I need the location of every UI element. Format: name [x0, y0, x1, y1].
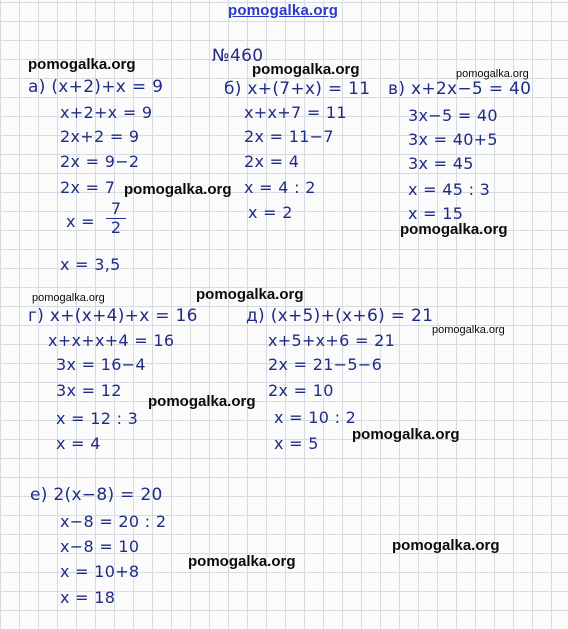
section-a-line-7: x = 3,5	[60, 255, 121, 274]
watermark: pomogalka.org	[196, 286, 304, 303]
top-watermark-link[interactable]: pomogalka.org	[228, 2, 339, 19]
section-d-line-3: 2x = 21−5−6	[268, 355, 383, 374]
section-e-line-1: е) 2(x−8) = 20	[30, 485, 163, 505]
watermark: pomogalka.org	[28, 56, 136, 73]
watermark: pomogalka.org	[400, 221, 508, 238]
section-e-line-4: x = 10+8	[60, 562, 140, 581]
section-d-line-1: д) (x+5)+(x+6) = 21	[246, 306, 434, 326]
section-g-line-4: 3x = 12	[56, 381, 122, 400]
section-v-line-3: 3x = 40+5	[408, 130, 498, 149]
section-e-line-2: x−8 = 20 : 2	[60, 512, 167, 531]
section-b-line-4: 2x = 4	[244, 152, 300, 171]
section-g-line-5: x = 12 : 3	[56, 409, 139, 428]
section-d-line-5: x = 10 : 2	[274, 408, 357, 427]
watermark: pomogalka.org	[124, 181, 232, 198]
problem-number: №460	[212, 46, 264, 66]
section-a-line-3: 2x+2 = 9	[60, 127, 140, 146]
watermark: pomogalka.org	[392, 537, 500, 554]
section-g-line-2: x+x+x+4 = 16	[48, 331, 175, 350]
watermark: pomogalka.org	[432, 324, 505, 336]
watermark: pomogalka.org	[148, 393, 256, 410]
section-b-line-3: 2x = 11−7	[244, 127, 334, 146]
fraction-denominator: 2	[110, 218, 122, 237]
watermark: pomogalka.org	[252, 61, 360, 78]
watermark: pomogalka.org	[352, 426, 460, 443]
section-g-line-1: г) x+(x+4)+x = 16	[28, 306, 198, 326]
section-v-line-4: 3x = 45	[408, 154, 474, 173]
watermark: pomogalka.org	[32, 292, 105, 304]
section-a-line-4: 2x = 9−2	[60, 152, 140, 171]
section-b-line-1: б) x+(7+x) = 11	[224, 79, 371, 99]
section-b-line-6: x = 2	[248, 203, 293, 222]
section-e-line-5: x = 18	[60, 588, 116, 607]
section-d-line-6: x = 5	[274, 434, 319, 453]
section-g-line-3: 3x = 16−4	[56, 355, 146, 374]
section-e-line-3: x−8 = 10	[60, 537, 140, 556]
section-v-line-5: x = 45 : 3	[408, 180, 491, 199]
section-a-line-5: 2x = 7	[60, 178, 116, 197]
section-a-line-2: x+2+x = 9	[60, 103, 153, 122]
section-d-line-2: x+5+x+6 = 21	[268, 331, 396, 350]
watermark: pomogalka.org	[188, 553, 296, 570]
section-v-line-2: 3x−5 = 40	[408, 106, 498, 125]
section-a-line-6-prefix: x =	[66, 212, 95, 231]
section-b-line-2: x+x+7 = 11	[244, 103, 347, 122]
section-b-line-5: x = 4 : 2	[244, 178, 316, 197]
section-d-line-4: 2x = 10	[268, 381, 334, 400]
section-a-fraction	[106, 201, 126, 236]
watermark: pomogalka.org	[456, 68, 529, 80]
section-v-line-6: x = 15	[408, 204, 464, 223]
section-a-line-1: а) (x+2)+x = 9	[28, 77, 164, 97]
section-g-line-6: x = 4	[56, 434, 101, 453]
section-v-line-1: в) x+2x−5 = 40	[388, 79, 532, 99]
fraction-numerator: 7	[110, 199, 122, 218]
